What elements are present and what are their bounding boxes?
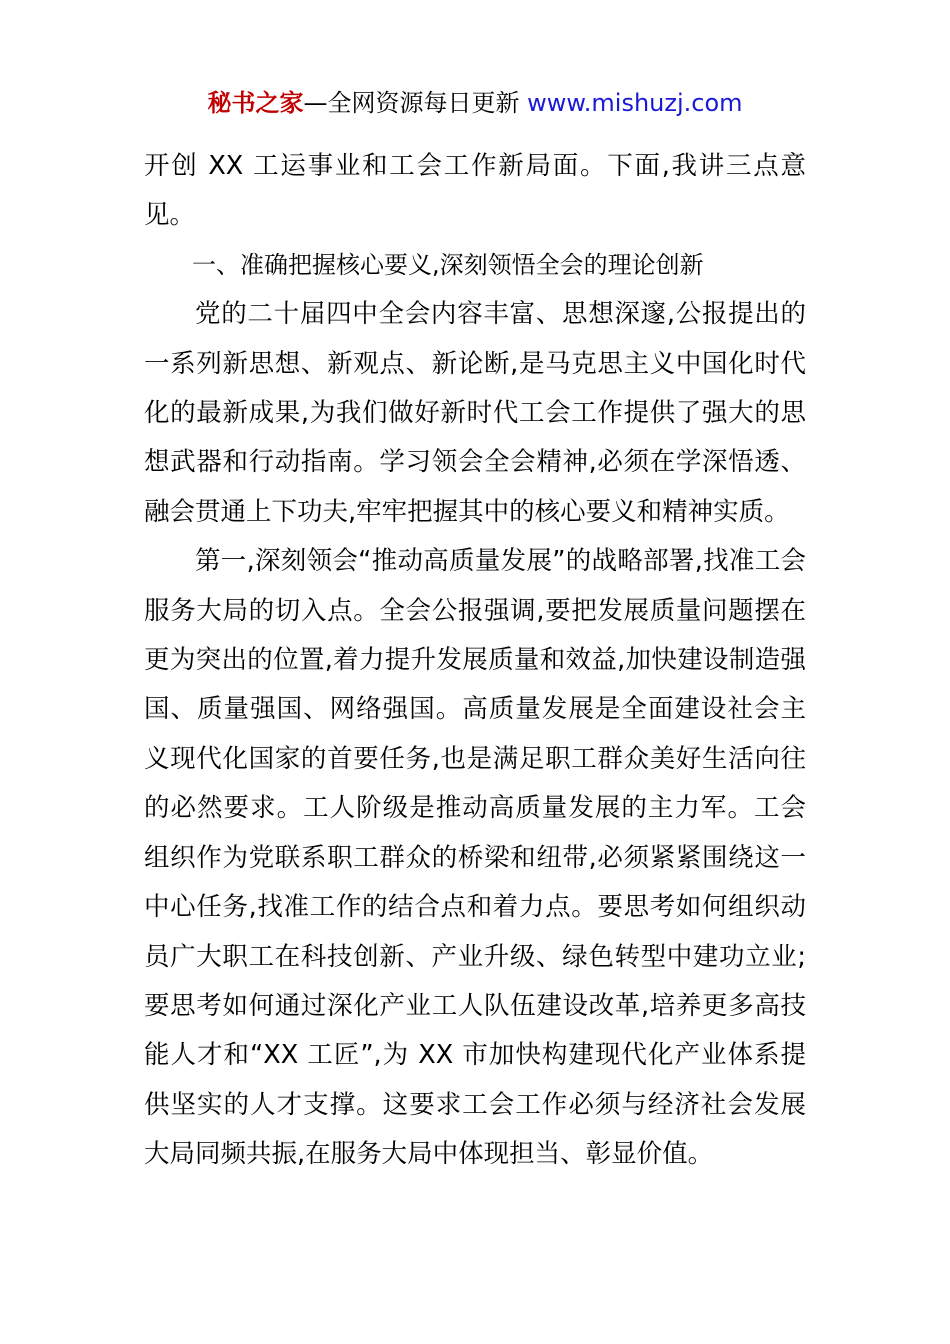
page-header	[0, 86, 950, 120]
document-body	[144, 142, 806, 1180]
section-heading: 一、准确把握核心要义,深刻领悟全会的理论创新	[192, 250, 704, 279]
body-paragraph-1: 党的二十届四中全会内容丰富、思想深邃,公报提出的一系列新思想、新观点、新论断,是马克思主义中国化时代化的最新成果,为我们做好新时代工会工作提供了强大的思想武器和行动指南。学习领会全会精神,必须在学深悟透、融会贯通上下功夫,牢牢把握其中的核心要义和精神实质。	[144, 299, 806, 527]
header-tagline: —全网资源每日更新	[303, 89, 528, 117]
body-paragraph-2: 第一,深刻领会“推动高质量发展”的战略部署,找准工会服务大局的切入点。全会公报强调,要把发展质量问题摆在更为突出的位置,着力提升发展质量和效益,加快建设制造强国、质量强国、网络强国。高质量发展是全面建设社会主义现代化国家的首要任务,也是满足职工群众美好生活向往的必然要求。工人阶级是推动高质量发展的主力军。工会组织作为党联系职工群众的桥梁和纽带,必须紧紧围绕这一中心任务,找准工作的结合点和着力点。要思考如何组织动员广大职工在科技创新、产业升级、绿色转型中建功立业;要思考如何通过深化产业工人队伍建设改革,培养更多高技能人才和“XX 工匠”,为 XX 市加快构建现代化产业体系提供坚实的人才支撑。这要求工会工作必须与经济社会发展大局同频共振,在服务大局中体现担当、彰显价值。	[144, 546, 806, 1170]
brand-name: 秘书之家	[207, 89, 304, 117]
site-url-link[interactable]: www.mishuzj.com	[527, 89, 743, 117]
continued-paragraph: 开创 XX 工运事业和工会工作新局面。下面,我讲三点意见。	[144, 151, 806, 231]
